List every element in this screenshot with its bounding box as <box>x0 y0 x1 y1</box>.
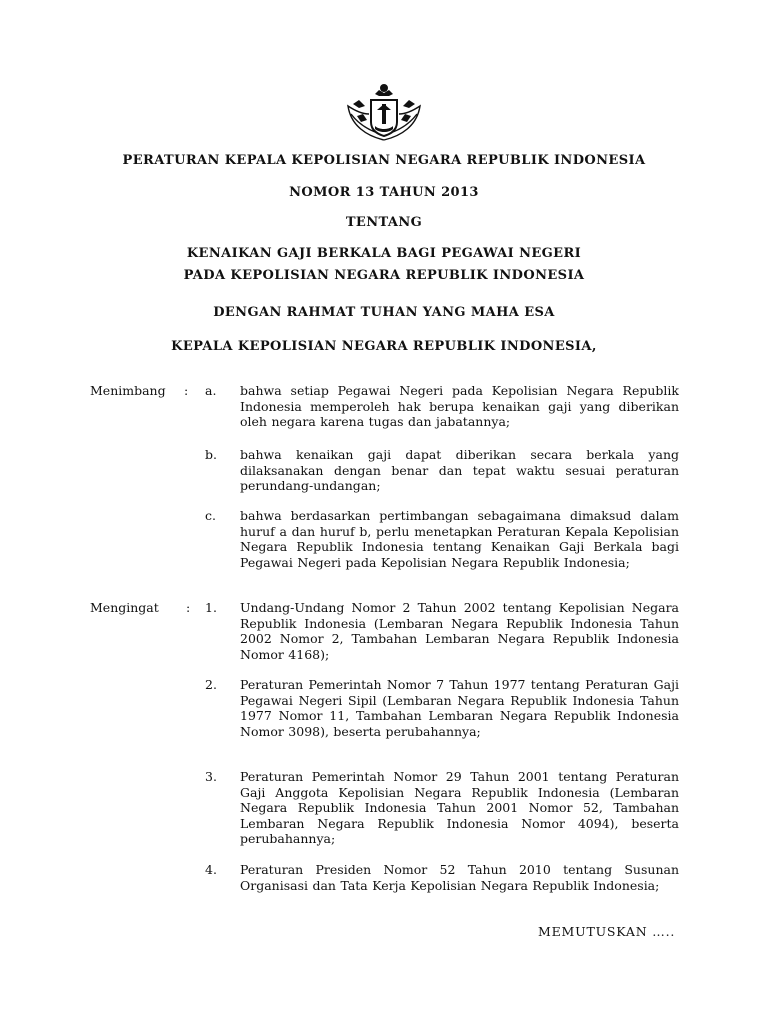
mengingat-1-marker: 1. <box>205 600 217 615</box>
menimbang-label: Menimbang <box>90 383 166 398</box>
mengingat-label: Mengingat <box>90 600 159 615</box>
menimbang-b-marker: b. <box>205 447 217 462</box>
mengingat-4-text: Peraturan Presiden Nomor 52 Tahun 2010 tentang Susunan Organisasi dan Tata Kerja Kepolisian Negara Republik Indonesia; <box>240 862 679 893</box>
menimbang-a-marker: a. <box>205 383 217 398</box>
about-heading: TENTANG <box>345 215 423 230</box>
mengingat-4-marker: 4. <box>205 862 217 877</box>
regulation-number: NOMOR 13 TAHUN 2013 <box>289 185 479 200</box>
subject-line-2: PADA KEPOLISIAN NEGARA REPUBLIK INDONESIA <box>183 268 585 283</box>
mengingat-1-text: Undang-Undang Nomor 2 Tahun 2002 tentang Kepolisian Negara Republik Indonesia (Lembaran Negara Republik Indonesia Tahun 2002 Nomor 2, Tambahan Lembaran Negara Republik Indonesia Nomor 4168); <box>240 600 679 662</box>
mengingat-colon: : <box>186 600 191 615</box>
mengingat-2-text: Peraturan Pemerintah Nomor 7 Tahun 1977 tentang Peraturan Gaji Pegawai Negeri Sipil (Lembaran Negara Republik Indonesia Tahun 1977 Nomor 11, Tambahan Lembaran Negara Republik Indonesia Nomor 3098), beserta perubahannya; <box>240 677 679 739</box>
issuer-line: KEPALA KEPOLISIAN NEGARA REPUBLIK INDONESIA, <box>171 339 597 354</box>
police-emblem-logo <box>339 76 429 146</box>
menimbang-c-text: bahwa berdasarkan pertimbangan sebagaimana dimaksud dalam huruf a dan huruf b, perlu menetapkan Peraturan Kepala Kepolisian Negara Republik Indonesia tentang Kenaikan Gaji Berkala bagi Pegawai Negeri pada Kepolisian Negara Republik Indonesia; <box>240 508 679 570</box>
menimbang-a-text: bahwa setiap Pegawai Negeri pada Kepolisian Negara Republik Indonesia memperoleh hak berupa kenaikan gaji yang diberikan oleh negara karena tugas dan jabatannya; <box>240 383 679 429</box>
continuation-footer: MEMUTUSKAN ….. <box>538 924 676 939</box>
mengingat-3-text: Peraturan Pemerintah Nomor 29 Tahun 2001 tentang Peraturan Gaji Anggota Kepolisian Negara Republik Indonesia (Lembaran Negara Republik Indonesia Tahun 2001 Nomor 52, Tambahan Lembaran Negara Republik Indonesia Nomor 4094), beserta perubahannya; <box>240 769 679 846</box>
invocation-line: DENGAN RAHMAT TUHAN YANG MAHA ESA <box>213 305 555 320</box>
regulation-title: PERATURAN KEPALA KEPOLISIAN NEGARA REPUBLIK INDONESIA <box>122 153 646 168</box>
mengingat-3-marker: 3. <box>205 769 217 784</box>
subject-line-1: KENAIKAN GAJI BERKALA BAGI PEGAWAI NEGERI <box>186 246 582 261</box>
menimbang-b-text: bahwa kenaikan gaji dapat diberikan secara berkala yang dilaksanakan dengan benar dan tepat waktu sesuai peraturan perundang-undangan; <box>240 447 679 493</box>
mengingat-2-marker: 2. <box>205 677 217 692</box>
menimbang-c-marker: c. <box>205 508 216 523</box>
menimbang-colon: : <box>184 383 189 398</box>
